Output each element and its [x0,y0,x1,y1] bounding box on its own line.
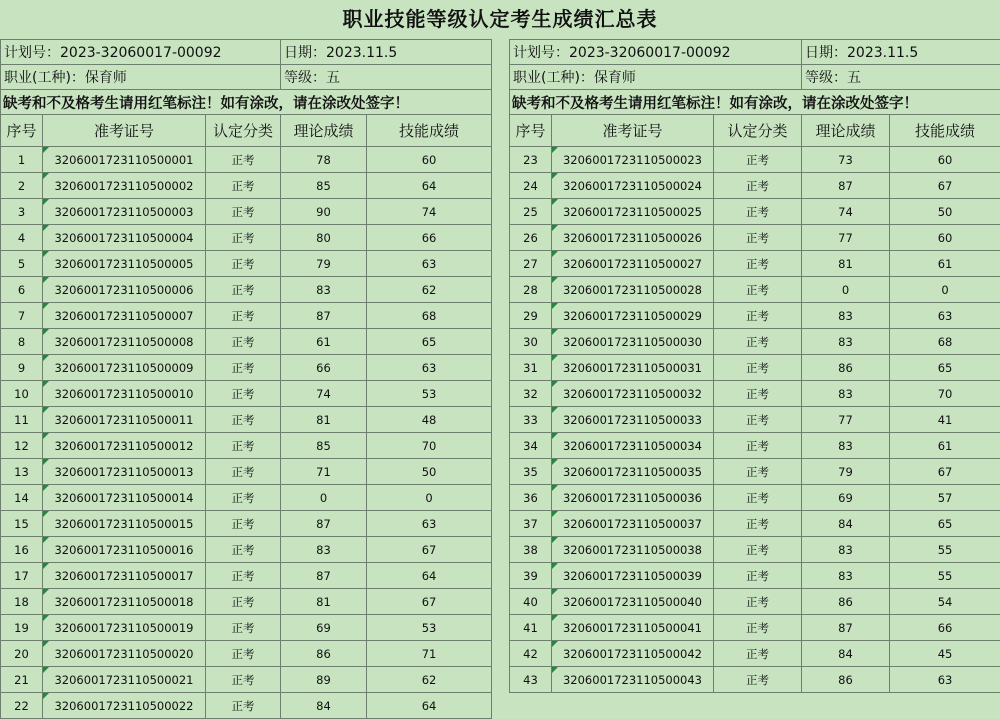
row-no-cell[interactable]: 16 [1,537,43,563]
row-no-cell[interactable]: 34 [510,433,552,459]
exam-id-cell[interactable]: 3206001723110500004 [43,225,206,251]
table-row [1,641,492,667]
skill-score-cell[interactable]: 68 [367,303,492,329]
skill-score-cell[interactable]: 55 [890,563,1000,589]
table-row [510,251,1000,277]
table-row [510,355,1000,381]
table-row [510,459,1000,485]
row-no-cell[interactable]: 7 [1,303,43,329]
row-no-cell[interactable]: 8 [1,329,43,355]
theory-score-cell[interactable]: 71 [281,459,367,485]
skill-score-cell[interactable]: 65 [890,511,1000,537]
theory-score-cell[interactable]: 84 [281,693,367,719]
table-row [510,329,1000,355]
category-cell[interactable]: 正考 [714,641,802,667]
category-cell[interactable]: 正考 [714,615,802,641]
skill-score-cell[interactable]: 63 [367,511,492,537]
category-cell[interactable]: 正考 [714,563,802,589]
theory-score-cell[interactable]: 90 [281,199,367,225]
exam-id-cell[interactable]: 3206001723110500033 [552,407,714,433]
header-no[interactable]: 序号 [510,115,552,147]
table-row [510,641,1000,667]
skill-score-cell[interactable]: 61 [890,251,1000,277]
exam-id-cell[interactable]: 3206001723110500011 [43,407,206,433]
table-row [1,615,492,641]
skill-score-cell[interactable]: 60 [890,147,1000,173]
exam-id-cell[interactable]: 3206001723110500041 [552,615,714,641]
exam-id-cell[interactable]: 3206001723110500007 [43,303,206,329]
theory-score-cell[interactable]: 86 [802,667,890,693]
category-cell[interactable]: 正考 [714,355,802,381]
exam-id-cell[interactable]: 3206001723110500022 [43,693,206,719]
skill-score-cell[interactable]: 63 [367,355,492,381]
skill-score-cell[interactable]: 63 [890,303,1000,329]
exam-id-cell[interactable]: 3206001723110500018 [43,589,206,615]
skill-score-cell[interactable]: 64 [367,563,492,589]
skill-score-cell[interactable]: 61 [890,433,1000,459]
theory-score-cell[interactable]: 84 [802,511,890,537]
theory-score-cell[interactable]: 81 [802,251,890,277]
category-cell[interactable]: 正考 [206,537,281,563]
table-row [510,173,1000,199]
theory-score-cell[interactable]: 74 [802,199,890,225]
row-no-cell[interactable]: 6 [1,277,43,303]
theory-score-cell[interactable]: 84 [802,641,890,667]
category-cell[interactable]: 正考 [714,511,802,537]
row-no-cell[interactable]: 30 [510,329,552,355]
category-cell[interactable]: 正考 [714,667,802,693]
row-no-cell[interactable]: 28 [510,277,552,303]
exam-id-cell[interactable]: 3206001723110500025 [552,199,714,225]
row-no-cell[interactable]: 27 [510,251,552,277]
skill-score-cell[interactable]: 70 [890,381,1000,407]
occupation-cell[interactable]: 职业(工种)：保育师 [1,65,281,90]
skill-score-cell[interactable]: 74 [367,199,492,225]
skill-score-cell[interactable]: 67 [367,537,492,563]
category-cell[interactable]: 正考 [714,407,802,433]
skill-score-cell[interactable]: 64 [367,693,492,719]
category-cell[interactable]: 正考 [206,147,281,173]
skill-score-cell[interactable]: 63 [890,667,1000,693]
theory-score-cell[interactable]: 79 [281,251,367,277]
category-cell[interactable]: 正考 [206,225,281,251]
category-cell[interactable]: 正考 [206,511,281,537]
occupation-cell[interactable]: 职业(工种)：保育师 [510,65,802,90]
exam-id-cell[interactable]: 3206001723110500023 [552,147,714,173]
table-row [1,303,492,329]
exam-id-cell[interactable]: 3206001723110500026 [552,225,714,251]
skill-score-cell[interactable]: 70 [367,433,492,459]
row-no-cell[interactable]: 26 [510,225,552,251]
exam-id-cell[interactable]: 3206001723110500002 [43,173,206,199]
category-cell[interactable]: 正考 [206,355,281,381]
row-no-cell[interactable]: 40 [510,589,552,615]
row-no-cell[interactable]: 20 [1,641,43,667]
row-no-cell[interactable]: 14 [1,485,43,511]
skill-score-cell[interactable]: 53 [367,381,492,407]
skill-score-cell[interactable]: 53 [367,615,492,641]
row-no-cell[interactable]: 11 [1,407,43,433]
exam-id-cell[interactable]: 3206001723110500028 [552,277,714,303]
table-row [1,667,492,693]
skill-score-cell[interactable]: 65 [367,329,492,355]
theory-score-cell[interactable]: 83 [281,277,367,303]
header-theory-score[interactable]: 理论成绩 [281,115,367,147]
category-cell[interactable]: 正考 [714,225,802,251]
skill-score-cell[interactable]: 45 [890,641,1000,667]
row-no-cell[interactable]: 5 [1,251,43,277]
exam-id-cell[interactable]: 3206001723110500021 [43,667,206,693]
plan-number-cell[interactable]: 计划号：2023-32060017-00092 [1,40,281,65]
exam-id-cell[interactable]: 3206001723110500038 [552,537,714,563]
row-no-cell[interactable]: 24 [510,173,552,199]
info-row-occupation [1,65,492,90]
category-cell[interactable]: 正考 [206,589,281,615]
theory-score-cell[interactable]: 80 [281,225,367,251]
table-row [510,511,1000,537]
skill-score-cell[interactable]: 60 [890,225,1000,251]
category-cell[interactable]: 正考 [206,667,281,693]
row-no-cell[interactable]: 39 [510,563,552,589]
table-row [510,615,1000,641]
table-row [1,199,492,225]
theory-score-cell[interactable]: 83 [802,381,890,407]
skill-score-cell[interactable]: 64 [367,173,492,199]
exam-id-cell[interactable]: 3206001723110500031 [552,355,714,381]
exam-id-cell[interactable]: 3206001723110500029 [552,303,714,329]
table-row [510,381,1000,407]
sheet-title: 职业技能等级认定考生成绩汇总表 [0,4,1000,34]
exam-id-cell[interactable]: 3206001723110500014 [43,485,206,511]
info-row-plan [1,40,492,65]
category-cell[interactable]: 正考 [714,433,802,459]
category-cell[interactable]: 正考 [206,381,281,407]
row-no-cell[interactable]: 29 [510,303,552,329]
theory-score-cell[interactable]: 83 [802,537,890,563]
notice-cell[interactable]: 缺考和不及格考生请用红笔标注！如有涂改，请在涂改处签字！ [510,90,1000,115]
table-row [1,251,492,277]
category-cell[interactable]: 正考 [714,251,802,277]
table-row [1,511,492,537]
plan-number-cell[interactable]: 计划号：2023-32060017-00092 [510,40,802,65]
score-table-right [509,39,1000,693]
theory-score-cell[interactable]: 0 [802,277,890,303]
info-row-occupation [510,65,1000,90]
row-no-cell[interactable]: 1 [1,147,43,173]
skill-score-cell[interactable]: 60 [367,147,492,173]
theory-score-cell[interactable]: 83 [802,433,890,459]
table-row [1,381,492,407]
table-row [510,433,1000,459]
header-exam-id[interactable]: 准考证号 [552,115,714,147]
table-row [510,485,1000,511]
row-no-cell[interactable]: 9 [1,355,43,381]
skill-score-cell[interactable]: 62 [367,277,492,303]
category-cell[interactable]: 正考 [206,433,281,459]
theory-score-cell[interactable]: 83 [281,537,367,563]
exam-id-cell[interactable]: 3206001723110500017 [43,563,206,589]
category-cell[interactable]: 正考 [714,381,802,407]
row-no-cell[interactable]: 42 [510,641,552,667]
row-no-cell[interactable]: 22 [1,693,43,719]
table-row [510,563,1000,589]
exam-id-cell[interactable]: 3206001723110500009 [43,355,206,381]
table-row [1,563,492,589]
theory-score-cell[interactable]: 83 [802,563,890,589]
theory-score-cell[interactable]: 81 [281,589,367,615]
theory-score-cell[interactable]: 66 [281,355,367,381]
theory-score-cell[interactable]: 83 [802,303,890,329]
category-cell[interactable]: 正考 [206,329,281,355]
skill-score-cell[interactable]: 48 [367,407,492,433]
row-no-cell[interactable]: 18 [1,589,43,615]
score-table-left [0,39,492,719]
table-row [510,199,1000,225]
row-no-cell[interactable]: 17 [1,563,43,589]
exam-id-cell[interactable]: 3206001723110500027 [552,251,714,277]
skill-score-cell[interactable]: 57 [890,485,1000,511]
date-cell[interactable]: 日期：2023.11.5 [802,40,1000,65]
table-row [1,589,492,615]
theory-score-cell[interactable]: 61 [281,329,367,355]
exam-id-cell[interactable]: 3206001723110500035 [552,459,714,485]
table-row [1,225,492,251]
theory-score-cell[interactable]: 87 [281,303,367,329]
theory-score-cell[interactable]: 77 [802,225,890,251]
exam-id-cell[interactable]: 3206001723110500013 [43,459,206,485]
category-cell[interactable]: 正考 [714,147,802,173]
header-skill-score[interactable]: 技能成绩 [367,115,492,147]
exam-id-cell[interactable]: 3206001723110500043 [552,667,714,693]
skill-score-cell[interactable]: 0 [367,485,492,511]
category-cell[interactable]: 正考 [714,485,802,511]
exam-id-cell[interactable]: 3206001723110500008 [43,329,206,355]
category-cell[interactable]: 正考 [714,277,802,303]
table-row [510,277,1000,303]
header-no[interactable]: 序号 [1,115,43,147]
category-cell[interactable]: 正考 [206,641,281,667]
table-row [1,459,492,485]
skill-score-cell[interactable]: 67 [890,173,1000,199]
exam-id-cell[interactable]: 3206001723110500006 [43,277,206,303]
exam-id-cell[interactable]: 3206001723110500034 [552,433,714,459]
notice-cell[interactable]: 缺考和不及格考生请用红笔标注！如有涂改，请在涂改处签字！ [1,90,492,115]
table-row [510,147,1000,173]
skill-score-cell[interactable]: 67 [367,589,492,615]
skill-score-cell[interactable]: 65 [890,355,1000,381]
table-row [1,277,492,303]
exam-id-cell[interactable]: 3206001723110500001 [43,147,206,173]
exam-id-cell[interactable]: 3206001723110500020 [43,641,206,667]
table-row [1,433,492,459]
table-row [510,537,1000,563]
exam-id-cell[interactable]: 3206001723110500042 [552,641,714,667]
theory-score-cell[interactable]: 87 [281,511,367,537]
table-row [1,693,492,719]
table-row [1,329,492,355]
theory-score-cell[interactable]: 73 [802,147,890,173]
table-row [1,147,492,173]
header-skill-score[interactable]: 技能成绩 [890,115,1000,147]
level-cell[interactable]: 等级：五 [281,65,492,90]
row-no-cell[interactable]: 4 [1,225,43,251]
row-no-cell[interactable]: 32 [510,381,552,407]
theory-score-cell[interactable]: 87 [802,615,890,641]
row-no-cell[interactable]: 3 [1,199,43,225]
theory-score-cell[interactable]: 78 [281,147,367,173]
header-exam-id[interactable]: 准考证号 [43,115,206,147]
table-row [510,407,1000,433]
exam-id-cell[interactable]: 3206001723110500024 [552,173,714,199]
exam-id-cell[interactable]: 3206001723110500040 [552,589,714,615]
skill-score-cell[interactable]: 54 [890,589,1000,615]
category-cell[interactable]: 正考 [206,173,281,199]
header-category[interactable]: 认定分类 [206,115,281,147]
table-row [1,537,492,563]
category-cell[interactable]: 正考 [206,199,281,225]
category-cell[interactable]: 正考 [206,251,281,277]
row-no-cell[interactable]: 38 [510,537,552,563]
notice-row [1,90,492,115]
header-theory-score[interactable]: 理论成绩 [802,115,890,147]
skill-score-cell[interactable]: 67 [890,459,1000,485]
skill-score-cell[interactable]: 50 [367,459,492,485]
skill-score-cell[interactable]: 63 [367,251,492,277]
category-cell[interactable]: 正考 [206,563,281,589]
exam-id-cell[interactable]: 3206001723110500016 [43,537,206,563]
exam-id-cell[interactable]: 3206001723110500019 [43,615,206,641]
theory-score-cell[interactable]: 81 [281,407,367,433]
left-rows [1,147,492,719]
skill-score-cell[interactable]: 41 [890,407,1000,433]
theory-score-cell[interactable]: 85 [281,433,367,459]
theory-score-cell[interactable]: 74 [281,381,367,407]
exam-id-cell[interactable]: 3206001723110500012 [43,433,206,459]
row-no-cell[interactable]: 21 [1,667,43,693]
row-no-cell[interactable]: 2 [1,173,43,199]
theory-score-cell[interactable]: 86 [281,641,367,667]
row-no-cell[interactable]: 37 [510,511,552,537]
table-row [510,303,1000,329]
skill-score-cell[interactable]: 68 [890,329,1000,355]
row-no-cell[interactable]: 36 [510,485,552,511]
row-no-cell[interactable]: 43 [510,667,552,693]
row-no-cell[interactable]: 12 [1,433,43,459]
category-cell[interactable]: 正考 [206,459,281,485]
table-row [510,225,1000,251]
category-cell[interactable]: 正考 [714,537,802,563]
theory-score-cell[interactable]: 87 [281,563,367,589]
category-cell[interactable]: 正考 [206,693,281,719]
skill-score-cell[interactable]: 71 [367,641,492,667]
right-rows [510,147,1000,693]
exam-id-cell[interactable]: 3206001723110500005 [43,251,206,277]
table-row [510,667,1000,693]
table-row [510,589,1000,615]
theory-score-cell[interactable]: 85 [281,173,367,199]
header-category[interactable]: 认定分类 [714,115,802,147]
exam-id-cell[interactable]: 3206001723110500010 [43,381,206,407]
row-no-cell[interactable]: 23 [510,147,552,173]
category-cell[interactable]: 正考 [714,459,802,485]
row-no-cell[interactable]: 35 [510,459,552,485]
table-row [1,173,492,199]
theory-score-cell[interactable]: 0 [281,485,367,511]
exam-id-cell[interactable]: 3206001723110500030 [552,329,714,355]
category-cell[interactable]: 正考 [714,589,802,615]
skill-score-cell[interactable]: 62 [367,667,492,693]
row-no-cell[interactable]: 19 [1,615,43,641]
level-cell[interactable]: 等级：五 [802,65,1000,90]
row-no-cell[interactable]: 10 [1,381,43,407]
table-row [1,355,492,381]
header-row [1,115,492,147]
theory-score-cell[interactable]: 69 [281,615,367,641]
category-cell[interactable]: 正考 [714,303,802,329]
category-cell[interactable]: 正考 [714,173,802,199]
theory-score-cell[interactable]: 86 [802,589,890,615]
exam-id-cell[interactable]: 3206001723110500032 [552,381,714,407]
skill-score-cell[interactable]: 50 [890,199,1000,225]
theory-score-cell[interactable]: 87 [802,173,890,199]
category-cell[interactable]: 正考 [206,277,281,303]
category-cell[interactable]: 正考 [206,615,281,641]
table-row [1,407,492,433]
theory-score-cell[interactable]: 86 [802,355,890,381]
notice-row [510,90,1000,115]
exam-id-cell[interactable]: 3206001723110500037 [552,511,714,537]
skill-score-cell[interactable]: 66 [890,615,1000,641]
category-cell[interactable]: 正考 [206,485,281,511]
theory-score-cell[interactable]: 89 [281,667,367,693]
exam-id-cell[interactable]: 3206001723110500003 [43,199,206,225]
skill-score-cell[interactable]: 55 [890,537,1000,563]
exam-id-cell[interactable]: 3206001723110500036 [552,485,714,511]
date-cell[interactable]: 日期：2023.11.5 [281,40,492,65]
table-row [1,485,492,511]
exam-id-cell[interactable]: 3206001723110500039 [552,563,714,589]
category-cell[interactable]: 正考 [714,199,802,225]
row-no-cell[interactable]: 25 [510,199,552,225]
category-cell[interactable]: 正考 [714,329,802,355]
theory-score-cell[interactable]: 79 [802,459,890,485]
skill-score-cell[interactable]: 0 [890,277,1000,303]
skill-score-cell[interactable]: 66 [367,225,492,251]
row-no-cell[interactable]: 15 [1,511,43,537]
theory-score-cell[interactable]: 77 [802,407,890,433]
info-row-plan [510,40,1000,65]
theory-score-cell[interactable]: 83 [802,329,890,355]
category-cell[interactable]: 正考 [206,303,281,329]
theory-score-cell[interactable]: 69 [802,485,890,511]
category-cell[interactable]: 正考 [206,407,281,433]
row-no-cell[interactable]: 33 [510,407,552,433]
exam-id-cell[interactable]: 3206001723110500015 [43,511,206,537]
row-no-cell[interactable]: 13 [1,459,43,485]
row-no-cell[interactable]: 41 [510,615,552,641]
row-no-cell[interactable]: 31 [510,355,552,381]
header-row [510,115,1000,147]
